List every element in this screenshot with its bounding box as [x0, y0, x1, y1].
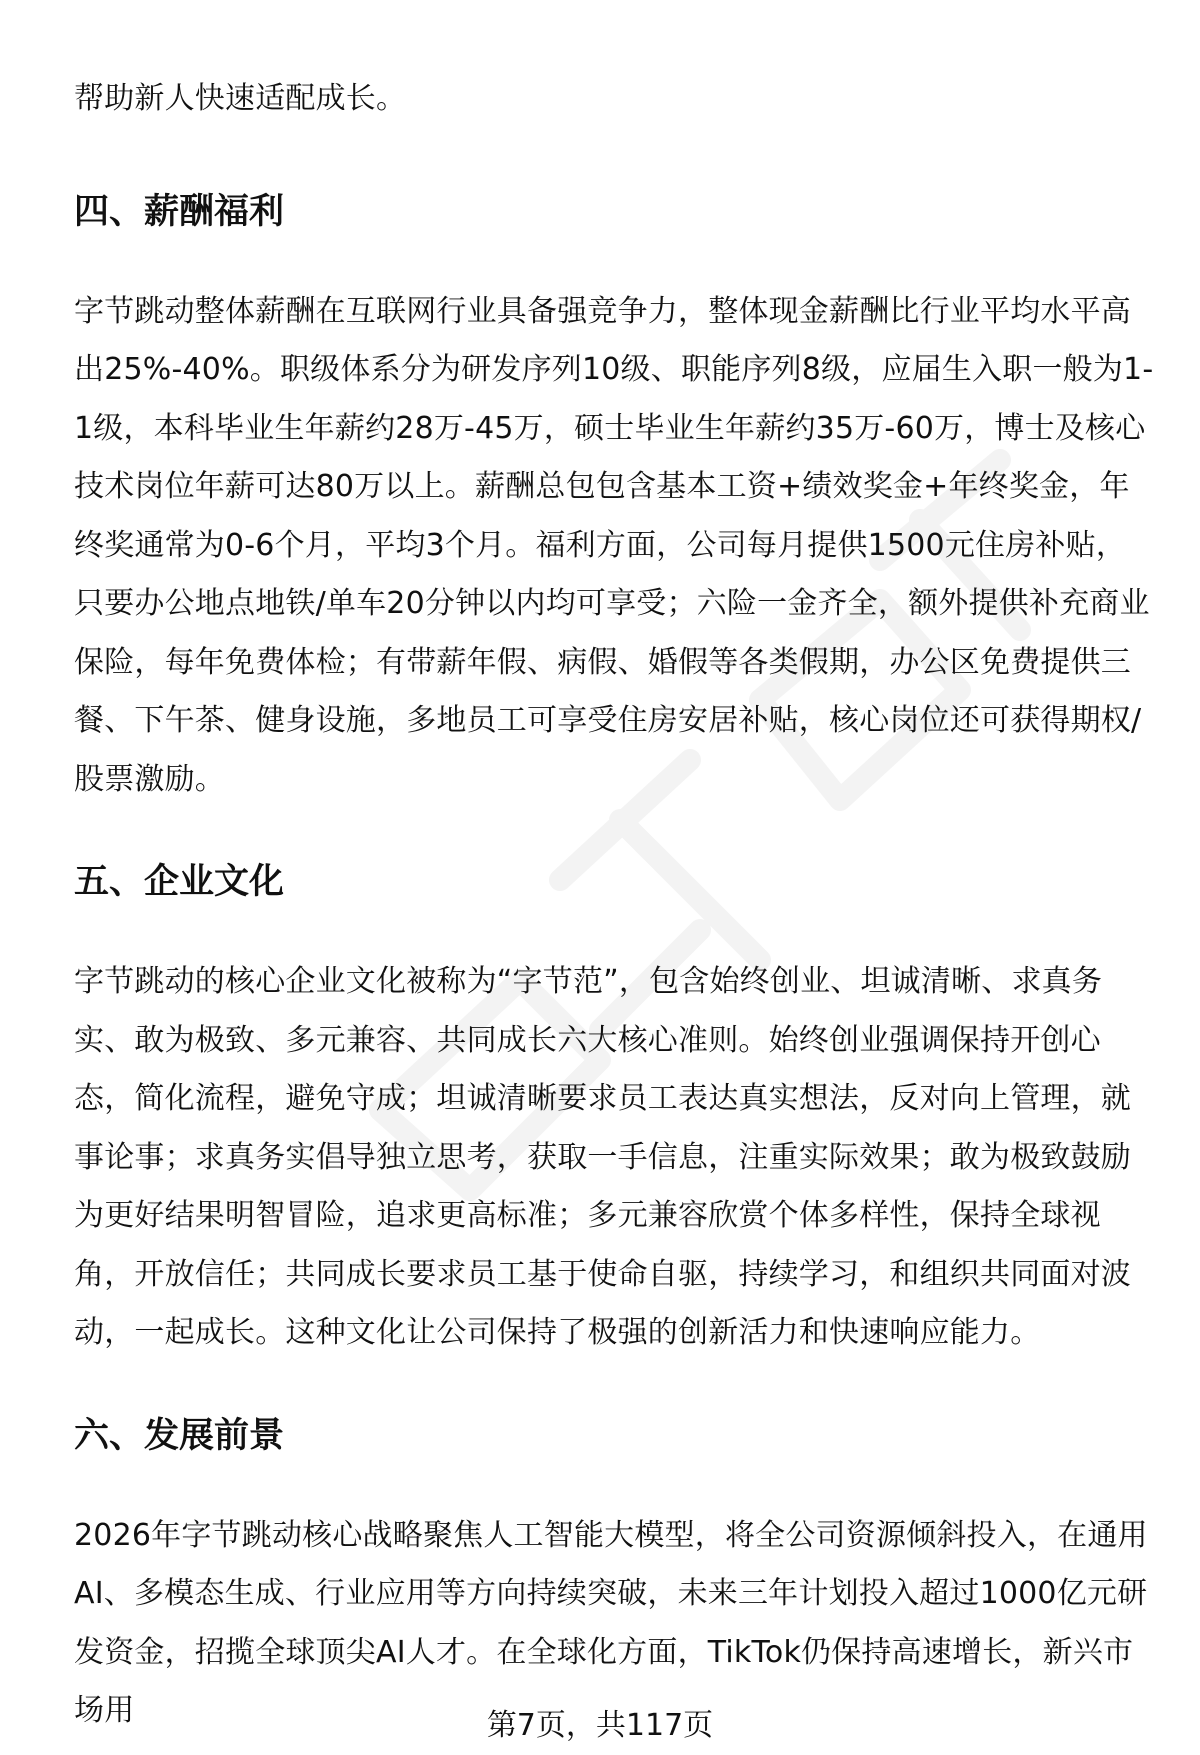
- paragraph-culture: 字节跳动的核心企业文化被称为“字节范”，包含始终创业、坦诚清晰、求真务实、敢为极致、多元兼容、共同成长六大核心准则。始终创业强调保持开创心态，简化流程，避免守成；坦诚清晰要求员工表达真实想法，反对向上管理，就事论事；求真务实倡导独立思考，获取一手信息，注重实际效果；敢为极致鼓励为更好结果明智冒险，追求更高标准；多元兼容欣赏个体多样性，保持全球视角，开放信任；共同成长要求员工基于使命自驱，持续学习，和组织共同面对波动，一起成长。这种文化让公司保持了极强的创新活力和快速响应能力。: [74, 964, 1131, 1350]
- paragraph-intro-tail: 帮助新人快速适配成长。: [74, 81, 407, 116]
- section-heading-compensation: 四、薪酬福利: [74, 191, 285, 232]
- paragraph-compensation: 字节跳动整体薪酬在互联网行业具备强竞争力，整体现金薪酬比行业平均水平高出25%-40%。职级体系分为研发序列10级、职能序列8级，应届生入职一般为1-1级，本科毕业生年薪约28万-45万，硕士毕业生年薪约35万-60万，博士及核心技术岗位年薪可达80万以上。薪酬总包包含基本工资+绩效奖金+年终奖金，年终奖通常为0-6个月，平均3个月。福利方面，公司每月提供1500元住房补贴，只要办公地点地铁/单车20分钟以内均可享受；六险一金齐全，额外提供补充商业保险，每年免费体检；有带薪年假、病假、婚假等各类假期，办公区免费提供三餐、下午茶、健身设施，多地员工可享受住房安居补贴，核心岗位还可获得期权/股票激励。: [74, 293, 1154, 797]
- page-number-footer: 第7页，共117页: [486, 1708, 714, 1743]
- section-heading-culture: 五、企业文化: [74, 862, 285, 902]
- section-heading-outlook: 六、发展前景: [74, 1415, 285, 1456]
- paragraph-outlook: 2026年字节跳动核心战略聚焦人工智能大模型，将全公司资源倾斜投入，在通用AI、多模态生成、行业应用等方向持续突破，未来三年计划投入超过1000亿元研发资金，招揽全球顶尖AI人才。在全球化方面，TikTok仍保持高速增长，新兴市场用: [74, 1517, 1148, 1728]
- document-body: [74, 70, 1154, 1741]
